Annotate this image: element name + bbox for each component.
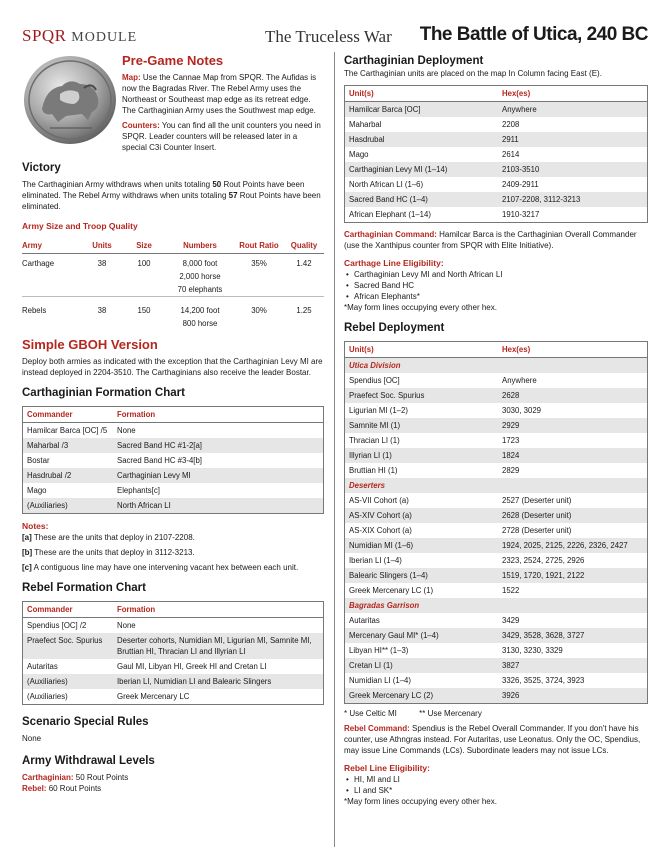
- table-row: Carthage 38 100 8,000 foot 35% 1.42: [22, 259, 312, 268]
- note-b: [b] These are the units that deploy in 3112-3213.: [22, 548, 195, 557]
- division-row: Deserters: [345, 478, 648, 493]
- table-row: Greek Mercenary LC (2) 3926: [345, 688, 648, 704]
- table-row: African Elephant (1–14) 1910-3217: [349, 210, 540, 219]
- gboh-title: Simple GBOH Version: [22, 337, 158, 352]
- table-row: Hasdrubal 2911: [345, 132, 648, 147]
- table-row: Bostar Sacred Band HC #3-4[b]: [27, 456, 202, 465]
- carth-deploy-table: Unit(s) Hex(es) Hamilcar Barca [OC] Anywhere Maharbal 2208 Hasdrubal 2911 Mago 2614 Carthaginian Levy MI (1–14) 2103-3510 North African LI (1–6) 2409-2911 Sacred Band HC (1–4) 2107-2208, 3112-3213 African Elephant (1–14) 1910-3217: [344, 85, 648, 223]
- column-divider: [334, 52, 335, 847]
- pregame-section: [122, 54, 324, 153]
- table-row: Cretan LI (1) 3827: [345, 658, 648, 673]
- rebel-formation-table: Commander Formation Spendius [OC] /2 None Praefect Soc. Spurius Deserter cohorts, Numidian MI, Ligurian MI, Samnite MI, Bruttian HI, Thracian LI and Illyrian LI Autaritas Gaul MI, Libyan HI, Greek HI and Cretan LI (Auxiliaries) Iberian LI, Numidian LI and Balearic Slingers (Auxiliaries) Greek Mercenary LC: [22, 601, 324, 705]
- left-column: [22, 54, 324, 794]
- list-item: • HI, MI and LI: [354, 774, 648, 785]
- table-row: AS-VII Cohort (a) 2527 (Deserter unit): [349, 496, 572, 505]
- table-row: Autaritas 3429: [349, 616, 520, 625]
- special-rules-title: Scenario Special Rules: [22, 716, 149, 728]
- withdrawal-title: Army Withdrawal Levels: [22, 755, 155, 767]
- army-size-table: Army Units Size Numbers Rout Ratio Quality Carthage 38 100 8,000 foot 35% 1.42 2,000 horse 70 elephants Rebels 38 150 14,200 foot 30% 1.25 800 horse: [22, 238, 324, 330]
- table-row: Praefect Soc. Spurius Deserter cohorts, Numidian MI, Ligurian MI, Samnite MI, Bruttian HI, Thracian LI and Illyrian LI: [23, 633, 324, 659]
- table-row: Autaritas Gaul MI, Libyan HI, Greek HI and Cretan LI: [27, 662, 267, 671]
- note-c: [c] A contiguous line may have one intervening vacant hex between each unit.: [22, 563, 299, 572]
- table-row: Hamilcar Barca [OC] /5 None: [27, 426, 136, 435]
- table-row: Samnite MI (1) 2929: [345, 418, 648, 433]
- table-row: Sacred Band HC (1–4) 2107-2208, 3112-3213: [345, 192, 648, 207]
- carth-line-footnote: *May form lines occupying every other hex.: [344, 303, 497, 312]
- gboh-text: Deploy both armies as indicated with the exception that the Carthaginian Levy MI are instead deployed in 2204-3510. The Carthaginians also receive the leader Bostar.: [22, 357, 323, 377]
- table-row: Mago Elephants[c]: [27, 486, 160, 495]
- table-row: Rebels 38 150 14,200 foot 30% 1.25: [22, 297, 324, 318]
- carth-command: Carthaginian Command: Hamilcar Barca is the Carthaginian Overall Commander (use the Xanthipus counter from SPQR with Elite Initiative).: [344, 230, 637, 250]
- module-logo: [22, 26, 137, 46]
- battle-title: The Battle of Utica, 240 BC: [419, 24, 648, 45]
- table-row: Greek Mercenary LC (1) 1522: [349, 586, 520, 595]
- army-size-title: Army Size and Troop Quality: [22, 221, 138, 231]
- carth-line-list: [344, 269, 648, 302]
- table-row: Libyan HI** (1–3) 3130, 3230, 3329: [349, 646, 563, 655]
- counters-note: [122, 120, 324, 153]
- coin-image: [22, 54, 118, 146]
- division-row: Bagradas Garrison: [345, 598, 648, 613]
- pregame-title: Pre-Game Notes: [122, 53, 224, 68]
- table-row: Maharbal 2208: [349, 120, 520, 129]
- victory-text: The Carthaginian Army withdraws when units totaling 50 Rout Points have been eliminated. The Rebel Army withdraws when units totaling 57 Rout Points have been eliminated.: [22, 180, 321, 211]
- table-row: Spendius [OC] /2 None: [27, 621, 136, 630]
- table-row: Praefect Soc. Spurius 2628: [345, 388, 648, 403]
- table-row: Ligurian MI (1–2) 3030, 3029: [349, 406, 542, 415]
- note-a: [a] These are the units that deploy in 2107-2208.: [22, 533, 195, 542]
- right-column: [344, 54, 648, 807]
- notes-title: Notes:: [22, 521, 49, 531]
- table-row: Balearic Slingers (1–4) 1519, 1720, 1921, 2122: [345, 568, 648, 583]
- table-row: Mago 2614: [349, 150, 520, 159]
- table-row: Iberian LI (1–4) 2323, 2524, 2725, 2926: [349, 556, 585, 565]
- table-row: Thracian LI (1) 1723: [349, 436, 520, 445]
- map-label: Map:: [122, 73, 141, 82]
- carth-formation-table: Commander Formation Hamilcar Barca [OC] /5 None Maharbal /3 Sacred Band HC #1-2[a] Bostar Sacred Band HC #3-4[b] Hasdrubal /2 Carthaginian Levy MI Mago Elephants[c] (Auxiliaries) North African LI: [22, 406, 324, 514]
- table-row: Hamilcar Barca [OC] Anywhere: [345, 102, 648, 118]
- rebel-command: Rebel Command: Spendius is the Rebel Overall Commander. If you don't have his counter, use Athngras instead. For Autaritas, use Leonatus. Only the OC, Spendius, may issue Line Commands (LCs). Subordinate leaders may not issue LCs.: [344, 724, 641, 755]
- carth-formation-title: Carthaginian Formation Chart: [22, 387, 185, 399]
- table-row: AS-XIX Cohort (a) 2728 (Deserter unit): [349, 526, 572, 535]
- map-text: Use the Cannae Map from SPQR. The Aufidas is now the Bagradas River. The Rebel Army uses the Northeast or Southeast map edge as its retreat edge. The Carthaginian Army uses the Southwest map edge.: [122, 73, 317, 115]
- table-row: Hasdrubal /2 Carthaginian Levy MI: [23, 468, 324, 483]
- carth-deploy-intro: The Carthaginian units are placed on the map In Column facing East (E).: [344, 69, 602, 78]
- victory-title: Victory: [22, 162, 61, 174]
- carth-line-title: Carthage Line Eligibility:: [344, 258, 444, 268]
- logo-spqr: SPQR: [22, 26, 67, 45]
- rebel-deploy-table: Unit(s) Hex(es) Utica Division Spendius [OC] Anywhere Praefect Soc. Spurius 2628 Ligurian MI (1–2) 3030, 3029 Samnite MI (1) 2929 Thracian LI (1) 1723 Illyrian LI (1) 1824 Bruttian HI (1) 2829 Deserters AS-VII Cohort (a) 2527 (Deserter unit) AS-XIV Cohort (a) 2628 (Deserter unit) AS-XIX Cohort (a) 2728 (Deserter unit) Numidian MI (1–6) 1924, 2025, 2125, 2226, 2326, 2427 Iberian LI (1–4) 2323, 2524, 2725, 2926 Balearic Slingers (1–4) 1519, 1720, 1921, 2122 Greek Mercenary LC (1) 1522 Bagradas Garrison Autaritas 3429 Mercenary Gaul MI* (1–4) 3429, 3528, 3628, 3727 Libyan HI** (1–3) 3130, 3230, 3329 Cretan LI (1) 3827 Numidian LI (1–4) 3326, 3525, 3724, 3923 Greek Mercenary LC (2) 3926: [344, 341, 648, 704]
- rebel-formation-title: Rebel Formation Chart: [22, 582, 146, 594]
- table-row: Carthaginian Levy MI (1–14) 2103-3510: [345, 162, 648, 177]
- logo-module: MODULE: [71, 30, 138, 45]
- counters-label: Counters:: [122, 121, 160, 130]
- rebel-deploy-footnotes: * Use Celtic MI ** Use Mercenary: [344, 709, 482, 718]
- table-row: AS-XIV Cohort (a) 2628 (Deserter unit): [345, 508, 648, 523]
- rebel-line-footnote: *May form lines occupying every other hex.: [344, 797, 497, 806]
- list-item: • Sacred Band HC: [354, 280, 648, 291]
- table-row: Mercenary Gaul MI* (1–4) 3429, 3528, 3628, 3727: [345, 628, 648, 643]
- division-row: Utica Division: [345, 358, 648, 374]
- carth-deploy-title: Carthaginian Deployment: [344, 55, 484, 67]
- table-row: Maharbal /3 Sacred Band HC #1-2[a]: [23, 438, 324, 453]
- list-item: • Carthaginian Levy MI and North African LI: [354, 269, 648, 280]
- rebel-line-list: [344, 774, 648, 796]
- series-title: The Truceless War: [265, 27, 392, 46]
- table-row: Bruttian HI (1) 2829: [349, 466, 520, 475]
- withdrawal-rebel: Rebel: 60 Rout Points: [22, 784, 102, 793]
- withdrawal-carth: Carthaginian: 50 Rout Points: [22, 773, 129, 782]
- page-header: [0, 0, 670, 46]
- table-row: Numidian LI (1–4) 3326, 3525, 3724, 3923: [349, 676, 585, 685]
- table-row: North African LI (1–6) 2409-2911: [349, 180, 539, 189]
- special-rules-text: None: [22, 734, 42, 743]
- table-row: (Auxiliaries) North African LI: [23, 498, 324, 514]
- list-item: • LI and SK*: [354, 785, 648, 796]
- table-row: (Auxiliaries) Greek Mercenary LC: [27, 692, 190, 701]
- table-row: Spendius [OC] Anywhere: [349, 376, 537, 385]
- map-note: [122, 72, 324, 116]
- list-item: • African Elephants*: [354, 291, 648, 302]
- rebel-deploy-title: Rebel Deployment: [344, 322, 445, 334]
- table-row: Illyrian LI (1) 1824: [345, 448, 648, 463]
- rebel-line-title: Rebel Line Eligibility:: [344, 763, 430, 773]
- counters-text: You can find all the unit counters you need in SPQR. Leader counters will be released later in a special C3i Counter Insert.: [122, 121, 321, 152]
- table-row: (Auxiliaries) Iberian LI, Numidian LI and Balearic Slingers: [23, 674, 324, 689]
- table-row: Numidian MI (1–6) 1924, 2025, 2125, 2226, 2326, 2427: [345, 538, 648, 553]
